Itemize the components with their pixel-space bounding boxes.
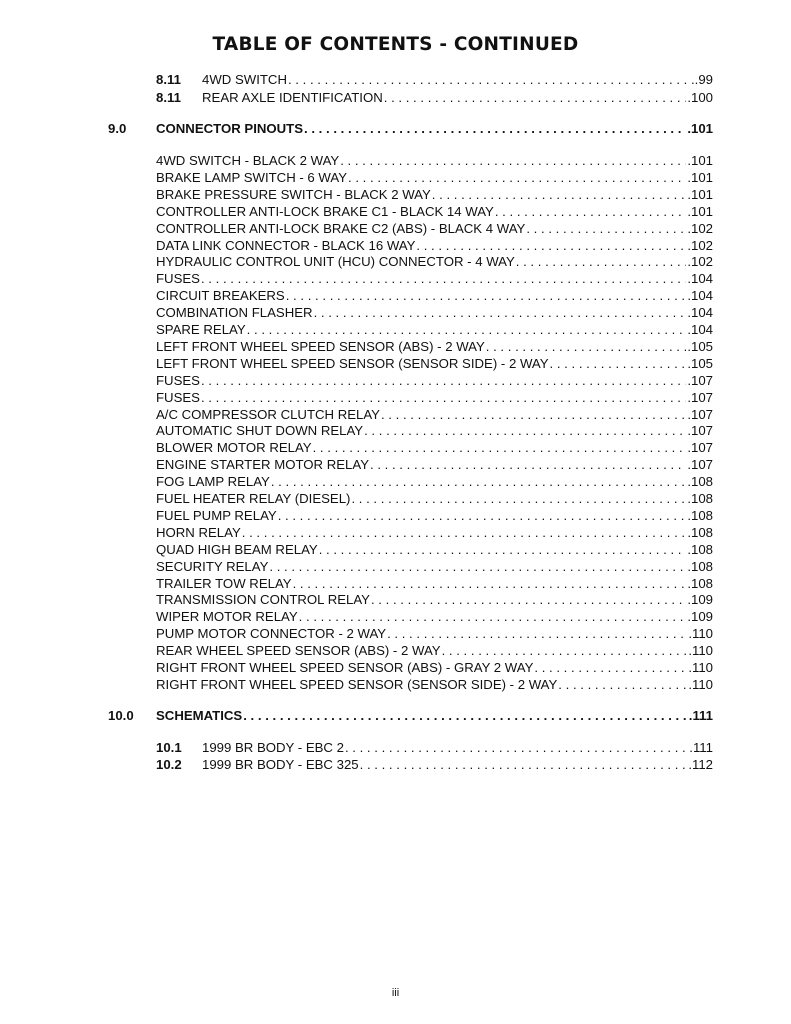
entry-page: .107	[687, 389, 713, 405]
entry-page: .107	[687, 372, 713, 388]
entry-page: .108	[687, 524, 713, 540]
entry-page: .107	[687, 423, 713, 439]
entry-label: PUMP MOTOR CONNECTOR - 2 WAY	[156, 626, 387, 642]
entry-page: .111	[689, 740, 713, 755]
entry-label: FOG LAMP RELAY	[156, 474, 270, 490]
entry-page: .101	[687, 186, 713, 202]
toc-entry[interactable]	[156, 740, 713, 756]
entry-page: .110	[688, 676, 713, 692]
dot-leader	[432, 187, 687, 203]
dot-leader	[345, 740, 688, 756]
entry-label: ENGINE STARTER MOTOR RELAY	[156, 457, 369, 473]
toc-entry[interactable]	[156, 609, 713, 625]
entry-label: CONTROLLER ANTI-LOCK BRAKE C1 - BLACK 14 WAY	[156, 203, 494, 219]
toc-entry[interactable]	[156, 187, 713, 203]
entry-label: CIRCUIT BREAKERS	[156, 288, 285, 304]
section-number: 10.0	[108, 708, 134, 723]
entry-label: COMBINATION FLASHER	[156, 305, 313, 321]
toc-entry[interactable]	[156, 153, 713, 169]
dot-leader	[247, 322, 687, 338]
toc-entry[interactable]	[156, 592, 713, 608]
entry-page: .99	[694, 72, 713, 87]
entry-page: .108	[687, 507, 713, 523]
section-label: SCHEMATICS	[156, 708, 243, 723]
dot-leader	[486, 339, 687, 355]
entry-label: 4WD SWITCH - BLACK 2 WAY	[156, 153, 340, 168]
toc-entry[interactable]	[156, 542, 713, 558]
toc-entry[interactable]	[156, 390, 713, 406]
dot-leader	[319, 542, 687, 558]
entry-page: .105	[687, 355, 713, 371]
entry-page: .108	[687, 541, 713, 557]
dot-leader	[242, 525, 687, 541]
entry-page: .102	[687, 237, 713, 253]
entry-number: 10.2	[156, 757, 182, 772]
entry-label: HORN RELAY	[156, 524, 241, 540]
entry-label: FUEL PUMP RELAY	[156, 507, 277, 523]
entry-label: TRANSMISSION CONTROL RELAY	[156, 592, 370, 608]
entry-page: .109	[687, 592, 713, 608]
entry-page: .108	[687, 491, 713, 506]
entry-page: .107	[687, 440, 713, 456]
entry-label: RIGHT FRONT WHEEL SPEED SENSOR (ABS) - GRAY 2 WAY	[156, 660, 534, 675]
entry-label: DATA LINK CONNECTOR - BLACK 16 WAY	[156, 237, 416, 253]
toc-entry[interactable]	[156, 90, 713, 106]
entry-number: 8.11	[156, 90, 181, 105]
entry-page: .108	[687, 474, 713, 490]
entry-page: .112	[688, 757, 713, 772]
dot-leader	[299, 609, 687, 625]
entry-label: WIPER MOTOR RELAY	[156, 609, 298, 625]
dot-leader	[384, 90, 687, 106]
entry-number: 10.1	[156, 740, 182, 755]
dot-leader	[550, 356, 687, 372]
dot-leader	[313, 440, 687, 456]
dot-leader	[534, 660, 687, 676]
entry-page: .110	[688, 643, 713, 659]
dot-leader	[387, 626, 687, 642]
entry-page: .104	[687, 271, 713, 287]
entry-page: .105	[687, 338, 713, 354]
entry-label: LEFT FRONT WHEEL SPEED SENSOR (SENSOR SIDE) - 2 WAY	[156, 355, 549, 371]
section-label: CONNECTOR PINOUTS	[156, 121, 304, 136]
toc-entry[interactable]	[156, 356, 713, 372]
toc-entry[interactable]	[156, 525, 713, 541]
entry-page: .110	[688, 660, 713, 675]
dot-leader	[495, 204, 686, 220]
dot-leader	[271, 474, 686, 490]
entry-label: QUAD HIGH BEAM RELAY	[156, 541, 318, 557]
entry-label: BRAKE LAMP SWITCH - 6 WAY	[156, 169, 348, 185]
toc-entry[interactable]	[156, 440, 713, 456]
page-number: iii	[391, 987, 400, 999]
entry-number: 8.11	[156, 72, 181, 87]
dot-leader	[293, 576, 687, 592]
toc-entry[interactable]	[156, 339, 713, 355]
toc-entry[interactable]	[156, 474, 713, 490]
entry-label: REAR WHEEL SPEED SENSOR (ABS) - 2 WAY	[156, 643, 441, 659]
toc-entry[interactable]	[156, 508, 713, 524]
toc-entry[interactable]	[156, 559, 713, 575]
entry-label: SPARE RELAY	[156, 322, 246, 337]
dot-leader	[201, 271, 686, 287]
entry-label: BRAKE PRESSURE SWITCH - BLACK 2 WAY	[156, 186, 431, 202]
section-number: 9.0	[108, 121, 127, 136]
entry-label: BLOWER MOTOR RELAY	[156, 440, 312, 456]
toc-section-10[interactable]	[108, 708, 713, 724]
dot-leader	[269, 559, 686, 575]
dot-leader	[314, 305, 687, 321]
entry-page: .104	[687, 322, 713, 337]
entry-page: .107	[687, 406, 713, 422]
toc-entry[interactable]	[156, 660, 713, 676]
dot-leader	[304, 121, 686, 137]
entry-page: .101	[687, 169, 713, 185]
entry-label: RIGHT FRONT WHEEL SPEED SENSOR (SENSOR SIDE) - 2 WAY	[156, 676, 558, 692]
dot-leader	[516, 254, 687, 270]
toc-entry[interactable]	[156, 407, 713, 423]
page-title: TABLE OF CONTENTS - CONTINUED	[212, 34, 579, 55]
dot-leader	[526, 221, 686, 237]
entry-label: AUTOMATIC SHUT DOWN RELAY	[156, 423, 364, 439]
toc-entry[interactable]	[156, 271, 713, 287]
toc-entry[interactable]	[156, 254, 713, 270]
dot-leader	[558, 677, 687, 693]
toc-entry[interactable]	[156, 72, 713, 88]
toc-entry[interactable]	[156, 576, 713, 592]
entry-page: .107	[687, 457, 713, 473]
dot-leader	[340, 153, 686, 169]
toc-entry[interactable]	[156, 423, 713, 439]
entry-label: 1999 BR BODY - EBC 325	[202, 757, 359, 772]
toc-entry[interactable]	[156, 457, 713, 473]
dot-leader	[348, 170, 686, 186]
toc-entry[interactable]	[156, 626, 713, 642]
toc-entry[interactable]	[156, 677, 713, 693]
dot-leader	[201, 373, 686, 389]
toc-section-9[interactable]	[108, 121, 713, 137]
entry-label: LEFT FRONT WHEEL SPEED SENSOR (ABS) - 2 WAY	[156, 338, 485, 354]
entry-label: REAR AXLE IDENTIFICATION	[202, 90, 383, 105]
entry-page: .101	[687, 203, 713, 219]
entry-label: FUSES	[156, 372, 200, 388]
entry-page: .110	[688, 626, 713, 642]
dot-leader	[201, 390, 686, 406]
section-page: .111	[688, 708, 713, 723]
dot-leader	[243, 708, 688, 724]
toc-entry[interactable]	[156, 305, 713, 321]
toc-entry[interactable]	[156, 221, 713, 237]
toc-entry[interactable]	[156, 757, 713, 773]
entry-page: .104	[687, 288, 713, 304]
dot-leader	[442, 643, 688, 659]
dot-leader	[288, 72, 694, 88]
entry-page: .101	[687, 153, 713, 168]
dot-leader	[360, 757, 688, 773]
toc-entry[interactable]	[156, 238, 713, 254]
toc-entry[interactable]	[156, 170, 713, 186]
entry-page: .108	[687, 575, 713, 591]
entry-label: FUSES	[156, 271, 200, 287]
toc-entry[interactable]	[156, 373, 713, 389]
entry-label: SECURITY RELAY	[156, 558, 269, 574]
dot-leader	[278, 508, 687, 524]
dot-leader	[364, 423, 686, 439]
entry-page: .104	[687, 305, 713, 321]
toc-entry[interactable]	[156, 288, 713, 304]
toc-entry[interactable]	[156, 204, 713, 220]
section-page: .101	[687, 121, 713, 136]
entry-label: 1999 BR BODY - EBC 2	[202, 740, 344, 755]
entry-label: HYDRAULIC CONTROL UNIT (HCU) CONNECTOR - 4 WAY	[156, 254, 515, 270]
entry-page: .109	[687, 609, 713, 625]
entry-label: 4WD SWITCH	[202, 72, 287, 87]
dot-leader	[371, 592, 686, 608]
toc-entry[interactable]	[156, 322, 713, 338]
entry-label: TRAILER TOW RELAY	[156, 575, 292, 591]
entry-label: FUSES	[156, 389, 200, 405]
dot-leader	[416, 238, 686, 254]
toc-entry[interactable]	[156, 491, 713, 507]
entry-page: .102	[687, 220, 713, 236]
entry-label: FUEL HEATER RELAY (DIESEL)	[156, 491, 351, 506]
dot-leader	[351, 491, 686, 507]
entry-page: .108	[687, 558, 713, 574]
dot-leader	[381, 407, 686, 423]
toc-entry[interactable]	[156, 643, 713, 659]
entry-label: CONTROLLER ANTI-LOCK BRAKE C2 (ABS) - BLACK 4 WAY	[156, 220, 526, 236]
dot-leader	[286, 288, 687, 304]
entry-page: .100	[687, 90, 713, 105]
entry-page: .102	[687, 254, 713, 270]
entry-label: A/C COMPRESSOR CLUTCH RELAY	[156, 406, 380, 422]
dot-leader	[370, 457, 686, 473]
